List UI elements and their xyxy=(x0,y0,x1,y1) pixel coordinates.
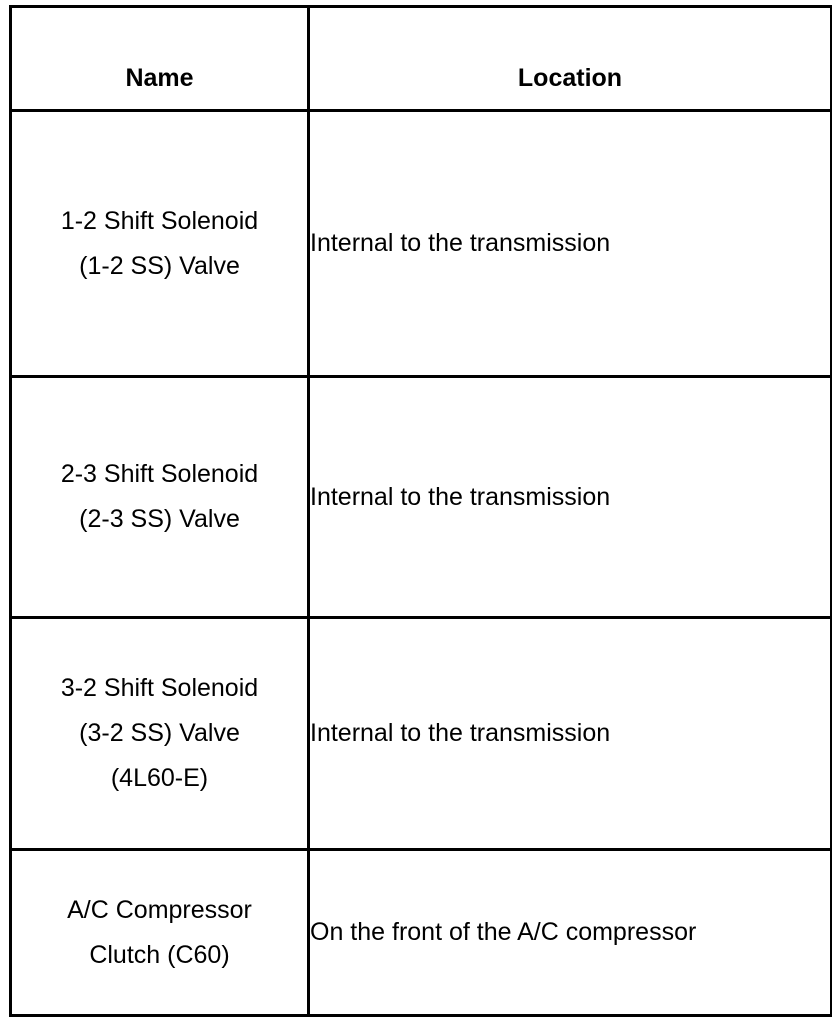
header-name: Name xyxy=(11,7,309,111)
name-cell xyxy=(11,377,309,618)
name-line: 3-2 Shift Solenoid xyxy=(60,674,259,702)
name-line: (3-2 SS) Valve xyxy=(79,719,240,747)
table-row xyxy=(11,618,832,850)
name-cell xyxy=(11,111,309,377)
name-line: Clutch (C60) xyxy=(89,940,230,969)
name-line: 1-2 Shift Solenoid xyxy=(60,206,259,235)
component-location-table xyxy=(9,5,832,1017)
name-cell xyxy=(11,850,309,1016)
location-cell: Internal to the transmission xyxy=(309,111,832,377)
location-cell: Internal to the transmission xyxy=(309,377,832,618)
name-line: (4L60-E) xyxy=(110,764,209,792)
header-location: Location xyxy=(309,7,832,111)
table-row xyxy=(11,377,832,618)
table-header-row xyxy=(11,7,832,111)
location-cell: Internal to the transmission xyxy=(309,618,832,850)
name-line: 2-3 Shift Solenoid xyxy=(60,460,259,488)
table-row xyxy=(11,111,832,377)
name-cell xyxy=(11,618,309,850)
name-line: (2-3 SS) Valve xyxy=(79,505,240,533)
table-row xyxy=(11,850,832,1016)
name-line: A/C Compressor xyxy=(67,895,252,924)
location-cell: On the front of the A/C compressor xyxy=(309,850,832,1016)
name-line: (1-2 SS) Valve xyxy=(79,251,240,280)
